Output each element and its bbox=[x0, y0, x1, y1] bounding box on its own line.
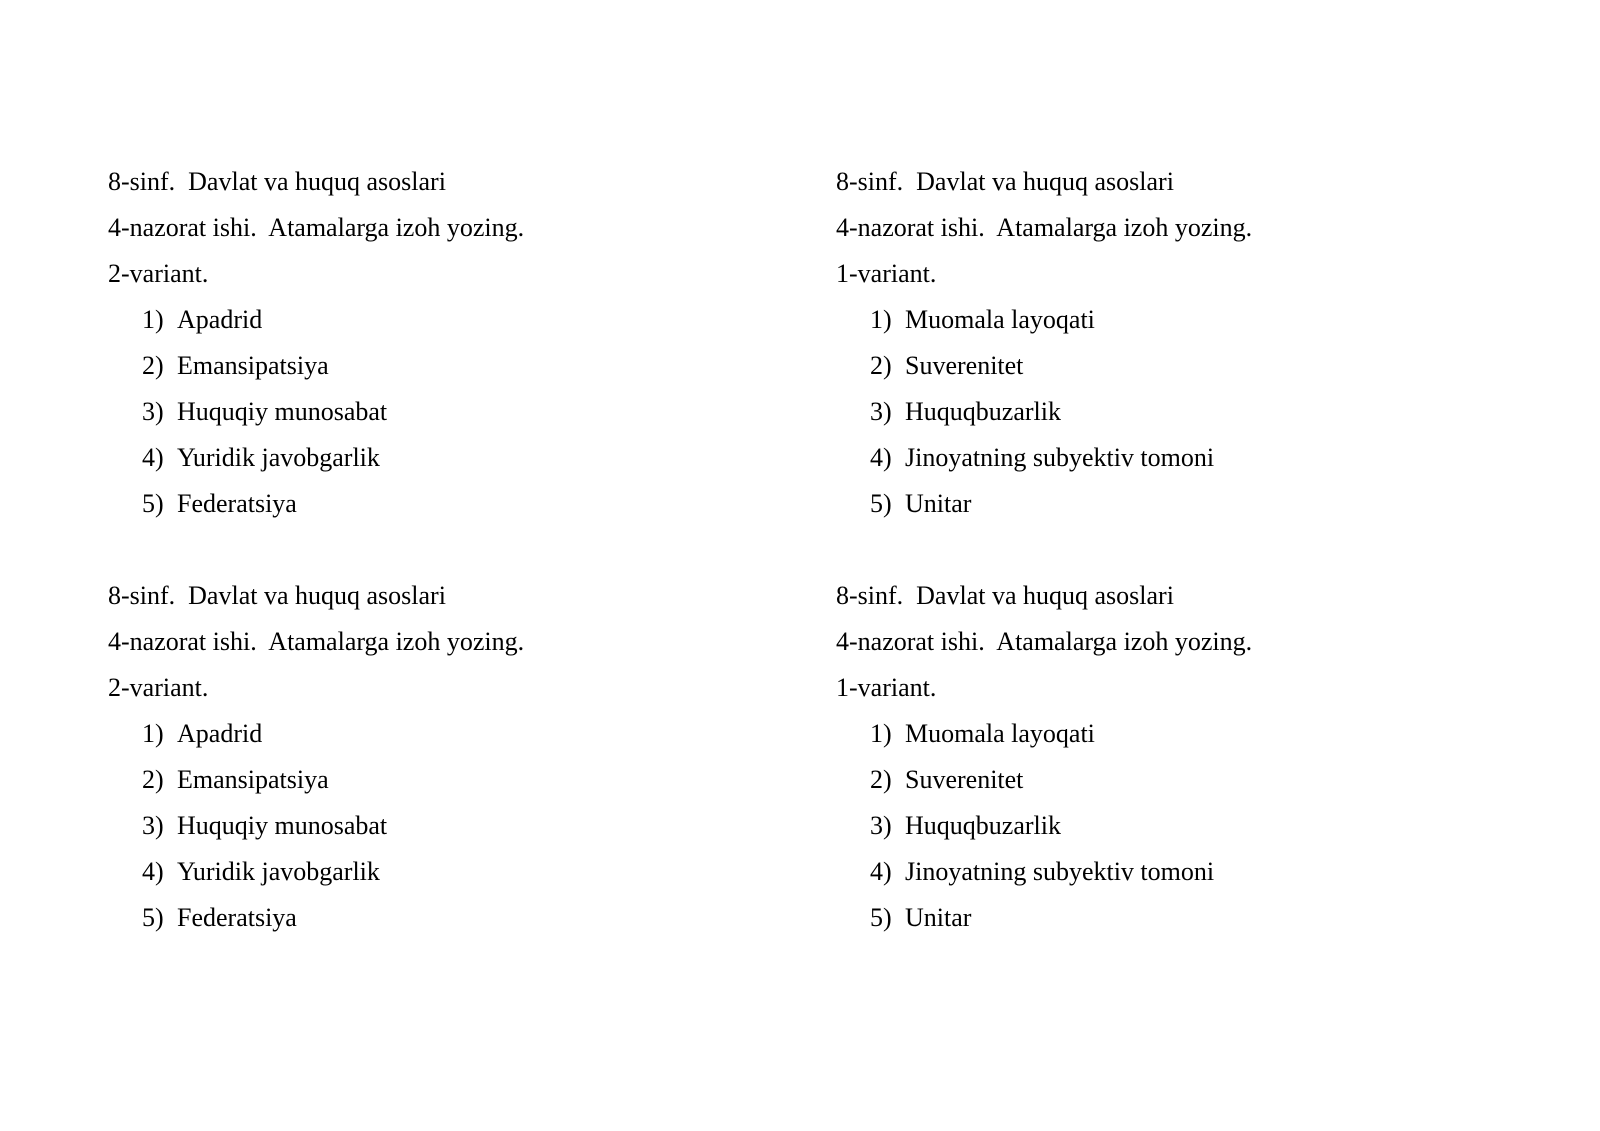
subject-title: 8-sinf. Davlat va huquq asoslari bbox=[836, 581, 1174, 610]
item-term: Suverenitet bbox=[905, 765, 1024, 794]
list-item bbox=[836, 481, 1476, 527]
item-term: Yuridik javobgarlik bbox=[177, 443, 380, 472]
list-item bbox=[108, 849, 748, 895]
list-item bbox=[108, 343, 748, 389]
item-term: Huquqbuzarlik bbox=[905, 397, 1061, 426]
item-number: 3) bbox=[870, 811, 892, 840]
item-number: 1) bbox=[870, 305, 892, 334]
list-item bbox=[108, 757, 748, 803]
task-title: 4-nazorat ishi. Atamalarga izoh yozing. bbox=[108, 627, 525, 656]
list-item bbox=[108, 435, 748, 481]
item-number: 2) bbox=[870, 351, 892, 380]
item-term: Unitar bbox=[905, 903, 972, 932]
subject-title: 8-sinf. Davlat va huquq asoslari bbox=[108, 167, 446, 196]
item-term: Huquqiy munosabat bbox=[177, 811, 388, 840]
item-number: 1) bbox=[142, 719, 164, 748]
item-number: 5) bbox=[142, 489, 164, 518]
test-block-bottom-left bbox=[108, 573, 748, 941]
list-item bbox=[836, 849, 1476, 895]
subject-title: 8-sinf. Davlat va huquq asoslari bbox=[836, 167, 1174, 196]
list-item bbox=[836, 297, 1476, 343]
item-number: 3) bbox=[870, 397, 892, 426]
item-term: Federatsiya bbox=[177, 489, 297, 518]
item-term: Federatsiya bbox=[177, 903, 297, 932]
subject-title: 8-sinf. Davlat va huquq asoslari bbox=[108, 581, 446, 610]
item-term: Jinoyatning subyektiv tomoni bbox=[905, 857, 1215, 886]
item-number: 5) bbox=[870, 489, 892, 518]
task-title: 4-nazorat ishi. Atamalarga izoh yozing. bbox=[108, 213, 525, 242]
list-item bbox=[108, 297, 748, 343]
item-term: Jinoyatning subyektiv tomoni bbox=[905, 443, 1215, 472]
item-number: 4) bbox=[870, 443, 892, 472]
list-item bbox=[108, 803, 748, 849]
item-number: 5) bbox=[142, 903, 164, 932]
item-number: 1) bbox=[870, 719, 892, 748]
item-term: Muomala layoqati bbox=[905, 305, 1095, 334]
list-item bbox=[836, 757, 1476, 803]
test-block-bottom-right bbox=[836, 573, 1476, 941]
list-item bbox=[836, 389, 1476, 435]
item-term: Huquqiy munosabat bbox=[177, 397, 388, 426]
test-block-top-right bbox=[836, 159, 1476, 527]
item-term: Unitar bbox=[905, 489, 972, 518]
list-item bbox=[108, 389, 748, 435]
item-number: 5) bbox=[870, 903, 892, 932]
list-item bbox=[836, 895, 1476, 941]
item-number: 2) bbox=[142, 765, 164, 794]
test-block-top-left bbox=[108, 159, 748, 527]
item-number: 4) bbox=[142, 857, 164, 886]
item-number: 3) bbox=[142, 397, 164, 426]
item-term: Yuridik javobgarlik bbox=[177, 857, 380, 886]
item-number: 4) bbox=[870, 857, 892, 886]
variant-label: 1-variant. bbox=[836, 673, 937, 702]
list-item bbox=[836, 803, 1476, 849]
item-term: Suverenitet bbox=[905, 351, 1024, 380]
variant-label: 2-variant. bbox=[108, 259, 209, 288]
list-item bbox=[836, 711, 1476, 757]
item-number: 2) bbox=[142, 351, 164, 380]
item-number: 4) bbox=[142, 443, 164, 472]
item-number: 2) bbox=[870, 765, 892, 794]
list-item bbox=[836, 343, 1476, 389]
item-term: Apadrid bbox=[177, 719, 263, 748]
item-term: Emansipatsiya bbox=[177, 765, 329, 794]
task-title: 4-nazorat ishi. Atamalarga izoh yozing. bbox=[836, 627, 1253, 656]
item-number: 3) bbox=[142, 811, 164, 840]
variant-label: 1-variant. bbox=[836, 259, 937, 288]
variant-label: 2-variant. bbox=[108, 673, 209, 702]
list-item bbox=[108, 895, 748, 941]
list-item bbox=[108, 711, 748, 757]
item-term: Apadrid bbox=[177, 305, 263, 334]
item-number: 1) bbox=[142, 305, 164, 334]
list-item bbox=[836, 435, 1476, 481]
item-term: Huquqbuzarlik bbox=[905, 811, 1061, 840]
item-term: Emansipatsiya bbox=[177, 351, 329, 380]
item-term: Muomala layoqati bbox=[905, 719, 1095, 748]
task-title: 4-nazorat ishi. Atamalarga izoh yozing. bbox=[836, 213, 1253, 242]
list-item bbox=[108, 481, 748, 527]
